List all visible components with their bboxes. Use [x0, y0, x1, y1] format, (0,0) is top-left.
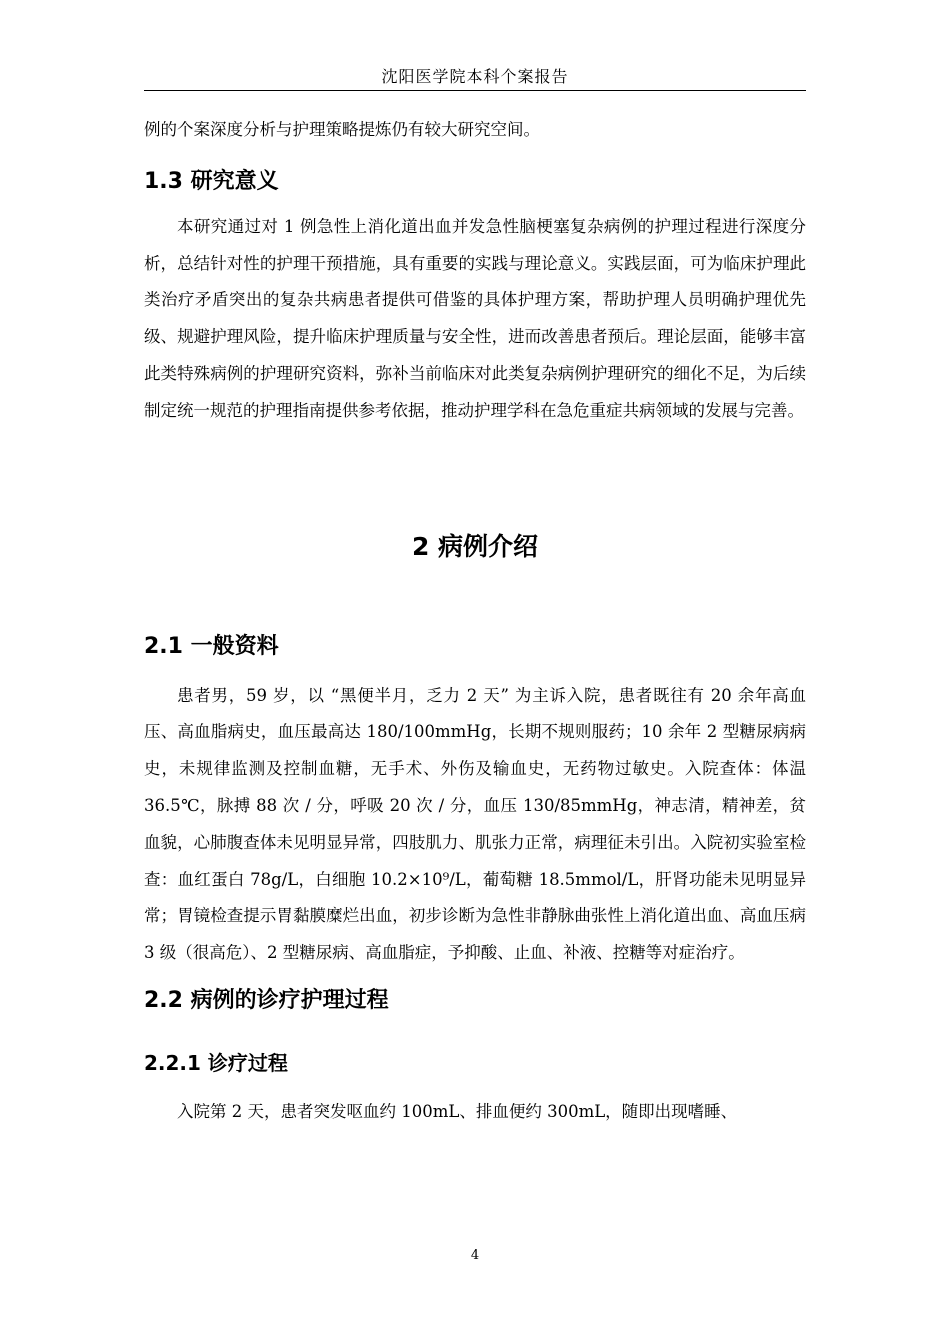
section-2-1-paragraph: 患者男，59 岁，以 “黑便半月，乏力 2 天” 为主诉入院，患者既往有 20 余年高血压、高血脂病史，血压最高达 180/100mmHg，长期不规则服药；10 余年 2 型糖尿病病史，未规律监测及控制血糖，无手术、外伤及输血史，无药物过敏史。入院查体：体温 36.5℃，脉搏 88 次 / 分，呼吸 20 次 / 分，血压 130/85mmHg，神志清，精神差，贫血貌，心肺腹查体未见明显异常，四肢肌力、肌张力正常，病理征未引出。入院初实验室检查：血红蛋白 78g/L，白细胞 10.2×10⁹/L，葡萄糖 18.5mmol/L，肝肾功能未见明显异常；胃镜检查提示胃黏膜糜烂出血，初步诊断为急性非静脉曲张性上消化道出血、高血压病 3 级（很高危）、2 型糖尿病、高血脂症，予抑酸、止血、补液、控糖等对症治疗。 [144, 685, 806, 963]
chapter-heading-2: 2 病例介绍 [411, 531, 539, 561]
page-body [144, 112, 806, 1131]
header-title: 沈阳医学院本科个案报告 [381, 67, 569, 86]
section-heading-1-3: 1.3 研究意义 [144, 168, 279, 194]
section-heading-2-2: 2.2 病例的诊疗护理过程 [144, 987, 389, 1013]
page-header [144, 64, 806, 91]
section-1-3-paragraph: 本研究通过对 1 例急性上消化道出血并发急性脑梗塞复杂病例的护理过程进行深度分析，总结针对性的护理干预措施，具有重要的实践与理论意义。实践层面，可为临床护理此类治疗矛盾突出的复杂共病患者提供可借鉴的具体护理方案，帮助护理人员明确护理优先级、规避护理风险，提升临床护理质量与安全性，进而改善患者预后。理论层面，能够丰富此类特殊病例的护理研究资料，弥补当前临床对此类复杂病例护理研究的细化不足，为后续制定统一规范的护理指南提供参考依据，推动护理学科在急危重症共病领域的发展与完善。 [144, 216, 806, 420]
section-heading-2-2-1: 2.2.1 诊疗过程 [144, 1050, 288, 1075]
continuation-paragraph: 例的个案深度分析与护理策略提炼仍有较大研究空间。 [144, 120, 540, 139]
section-2-2-1-paragraph: 入院第 2 天，患者突发呕血约 100mL、排血便约 300mL，随即出现嗜睡、 [177, 1101, 738, 1121]
section-heading-2-1: 2.1 一般资料 [144, 633, 279, 659]
page-number: 4 [470, 1248, 480, 1263]
